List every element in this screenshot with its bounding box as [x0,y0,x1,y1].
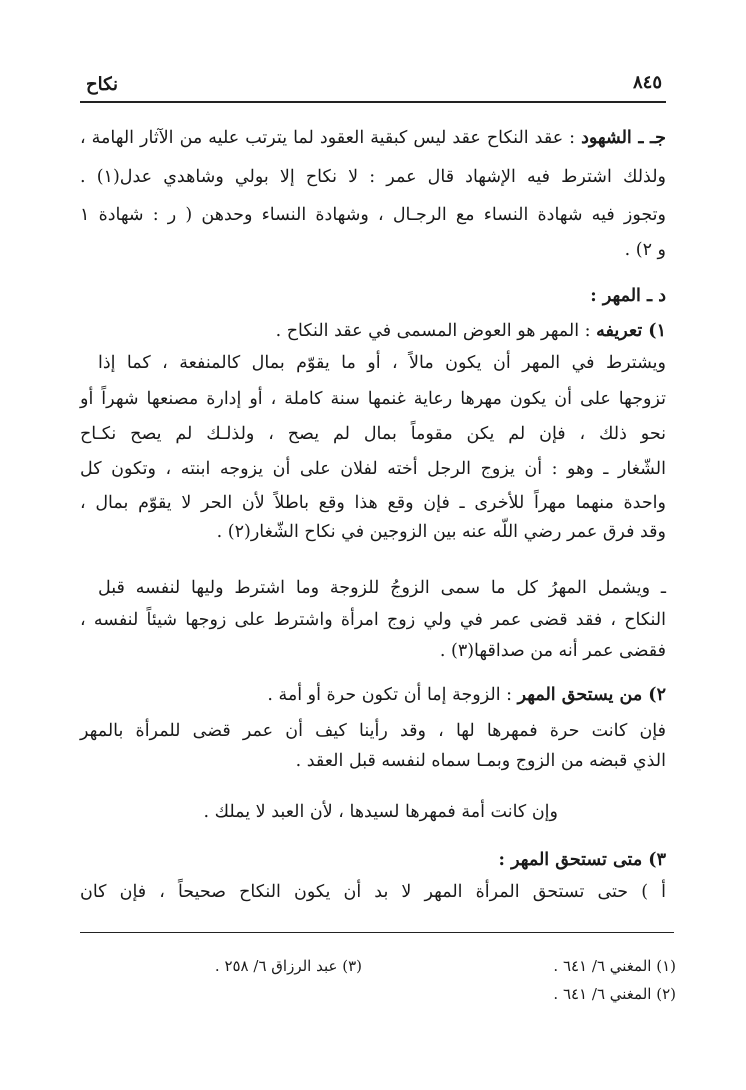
running-title: نكاح [86,74,119,95]
text-line: ـ ويشمل المهرُ كل ما سمى الزوجُ للزوجة وما اشترط وليها لنفسه قبل [98,578,666,598]
text-line: النكاح ، فقد قضى عمر في ولي زوج امرأة واشترط على زوجها شيئاً لنفسه ، [80,610,666,630]
text-line: واحدة منهما مهراً للأخرى ـ فإن وقع هذا وقع باطلاً لأن الحر لا يقوّم بمال ، [80,493,666,513]
text-line [80,126,666,150]
text-line: الشّغار ـ وهو : أن يزوج الرجل أخته لفلان على أن يزوجه ابنته ، وتكون كل [80,459,666,479]
footnote-2: (٢) المغني ٦/ ٦٤١ . [553,985,676,1003]
header-rule [80,101,666,103]
text-span: : عقد النكاح عقد ليس كبقية العقود لما يترتب عليه من الآثار الهامة ، [80,128,576,148]
footnote-3: (٣) عبد الرزاق ٦/ ٢٥٨ . [214,957,362,975]
text-line: تزوجها على أن يكون مهرها رعاية غنمها سنة كاملة ، أو إدارة مصنعها شهراً أو [80,389,666,409]
section-heading-dowry: د ـ المهر : [590,286,666,306]
text-line: و ٢) . [624,240,666,260]
page-header [80,68,666,98]
text-line: ويشترط في المهر أن يكون مالاً ، أو ما يقوّم بمال كالمنفعة ، كما إذا [98,353,666,373]
text-line [267,683,666,707]
text-line: ولذلك اشترط فيه الإشهاد قال عمر : لا نكاح إلا بولي وشاهدي عدل(١) . [80,167,666,187]
text-line: فقضى عمر أنه من صداقها(٣) . [439,641,666,661]
text-line: فإن كانت حرة فمهرها لها ، وقد رأينا كيف أن عمر قضى للمرأة بالمهر [80,721,666,741]
text-span: : المهر هو العوض المسمى في عقد النكاح . [275,321,591,341]
text-span: : الزوجة إما أن تكون حرة أو أمة . [267,685,513,705]
subsection-label-definition: ١) تعريفه [596,321,666,341]
subsection-label-when: ٣) متى تستحق المهر : [498,850,666,870]
page-number: ٨٤٥ [632,72,662,93]
text-line: الذي قبضه من الزوج وبمـا سماه لنفسه قبل العقد . [295,751,666,771]
footnote-1: (١) المغني ٦/ ٦٤١ . [553,957,676,975]
text-line [276,319,666,343]
text-line: وقد فرق عمر رضي اللّه عنه بين الزوجين في نكاح الشّغار(٢) . [216,522,666,542]
text-line: وتجوز فيه شهادة النساء مع الرجـال ، وشهادة النساء وحدهن ( ر : شهادة ١ [80,205,666,225]
text-line: وإن كانت أمة فمهرها لسيدها ، لأن العبد لا يملك . [203,802,558,822]
subsection-label-entitled: ٢) من يستحق المهر [517,685,666,705]
text-line: نحو ذلك ، فإن لم يكن مقوماً بمال لم يصح ، ولذلـك لم يصح نكـاح [80,424,666,444]
text-line: أ ) حتى تستحق المرأة المهر لا بد أن يكون النكاح صحيحاً ، فإن كان [80,882,666,902]
footnote-rule [80,932,674,933]
section-label-witnesses: جـ ـ الشهود [581,128,666,148]
